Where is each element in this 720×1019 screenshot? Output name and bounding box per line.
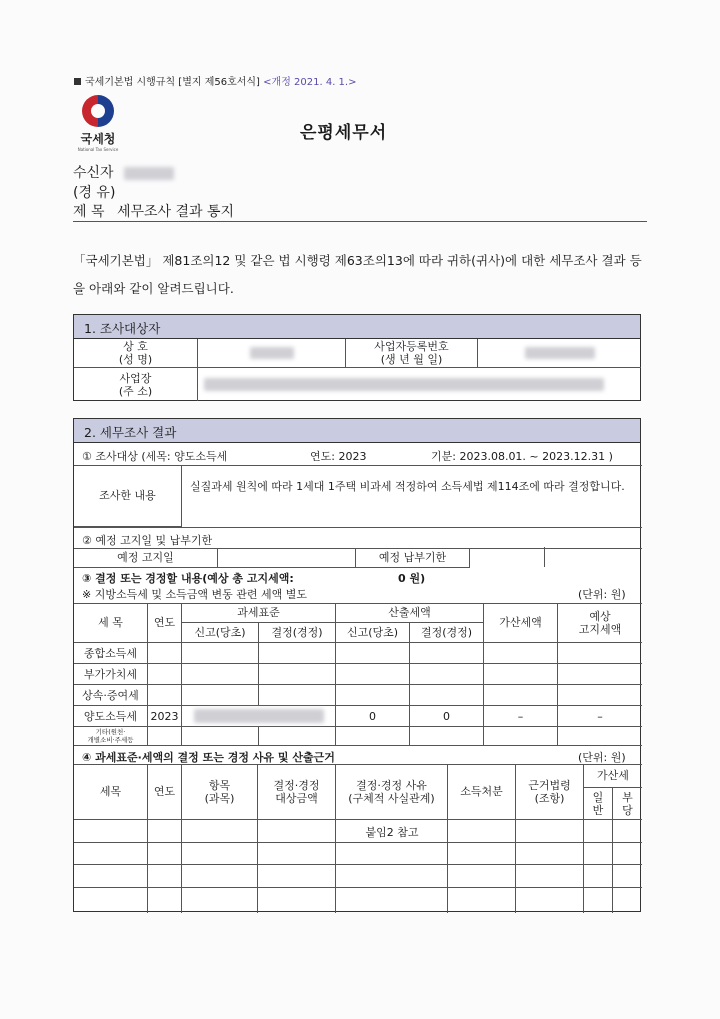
col-calc-decided: 결정(경정) bbox=[410, 623, 484, 643]
via-line: (경 유) bbox=[73, 185, 116, 201]
unit-label: (단위: 원) bbox=[578, 588, 626, 601]
taegeuk-emblem-icon bbox=[82, 95, 114, 127]
audit-period: 기분: 2023.08.01. ~ 2023.12.31 ) bbox=[431, 450, 613, 463]
section-2-title: 2. 세무조사 결과 bbox=[74, 419, 640, 443]
nts-logo bbox=[73, 95, 123, 157]
redacted-recipient bbox=[124, 167, 174, 180]
local-tax-note: ※ 지방소득세 및 소득금액 변동 관련 세액 별도 bbox=[82, 588, 307, 601]
basis-col-year: 연도 bbox=[148, 764, 182, 820]
section-results: 2. 세무조사 결과 ① 조사대상 (세목: 양도소득세 연도: 2023 기분: 2023.08.01. ~ 2023.12.31 ) 조사한 내용 실질과세 원칙에 따라 1세대 1주택 비과세 적정하여 소득세법 제114조에 따라 결정합니다. ② 예정 고지일 및 납부기한 예정 고지일 예정 납부기한 ③ 결정 또는 경정할 내용(예상 총 고지세액: 0 원) ※ 지방소득세 및 소득금액 변동 관련 세액 별도 (단위: 원) 세 목 연도 과세표준 산출세액 가산세액 예상 고지세액 신고(당초) 결정(경정) 신고(당초) 결정(경정) 종합소득세 부가가치세 상속·증여세 양도소득세 2023 0 0 – – 기타(원천· 개별소비·주세등 ④ 과세표준·세액의 결정 또는 경정 사유 및 산출근거 (단위: 원) 세목 연도 항목 (과목) 결정·경정 대상금액 결정·경정 사유 (구체적 사실관계) 소득처분 근거법령 (조항) 가산세 일 반 부 당 붙임2 참고 bbox=[73, 418, 641, 912]
notice-title: ② 예정 고지일 및 납부기한 bbox=[82, 534, 213, 547]
basis-col-item: 항목 (과목) bbox=[182, 764, 258, 820]
address-label: 사업장 (주 소) bbox=[74, 368, 198, 401]
col-tax-base: 과세표준 bbox=[182, 603, 336, 623]
basis-unit-label: (단위: 원) bbox=[578, 751, 626, 764]
name-label: 상 호 (성 명) bbox=[74, 339, 198, 368]
recipient-line: 수신자 bbox=[73, 162, 174, 182]
audit-year: 연도: 2023 bbox=[310, 450, 367, 463]
notice-date-label: 예정 고지일 bbox=[74, 548, 218, 568]
notice-date-value bbox=[218, 548, 356, 568]
subject-line: 제 목 세무조사 결과 통지 bbox=[73, 204, 235, 220]
bizno-value bbox=[478, 339, 641, 368]
bullet-square-icon bbox=[74, 78, 81, 85]
basis-col-tax-item: 세목 bbox=[74, 764, 148, 820]
col-year: 연도 bbox=[148, 603, 182, 643]
due-date-label: 예정 납부기한 bbox=[356, 548, 470, 568]
decision-title: ③ 결정 또는 경정할 내용(예상 총 고지세액: bbox=[82, 572, 294, 585]
decision-amount: 0 원) bbox=[398, 572, 426, 585]
intro-paragraph: 「국세기본법」 제81조의12 및 같은 법 시행령 제63조의13에 따라 귀하(귀사)에 대한 세무조사 결과 등을 아래와 같이 알려드립니다. bbox=[73, 253, 642, 296]
tax-office-title: 은평세무서 bbox=[300, 123, 388, 143]
attachment-reference: 붙임2 참고 bbox=[365, 826, 419, 839]
revision-date: <개정 2021. 4. 1.> bbox=[263, 77, 357, 88]
col-penalty: 가산세액 bbox=[484, 603, 558, 643]
address-value bbox=[198, 368, 641, 401]
basis-col-penalty: 가산세 bbox=[584, 764, 642, 788]
form-reference: 국세기본법 시행규칙 [별지 제56호서식] <개정 2021. 4. 1.> bbox=[74, 73, 356, 88]
bizno-label: 사업자등록번호 (생 년 월 일) bbox=[346, 339, 478, 368]
name-value bbox=[198, 339, 346, 368]
basis-title: ④ 과세표준·세액의 결정 또는 경정 사유 및 산출근거 bbox=[82, 751, 335, 764]
col-calc-filed: 신고(당초) bbox=[336, 623, 410, 643]
col-expected: 예상 고지세액 bbox=[558, 603, 642, 643]
section-subject bbox=[73, 314, 641, 401]
col-base-decided: 결정(경정) bbox=[259, 623, 336, 643]
header-divider bbox=[73, 221, 647, 222]
redacted-tax-base bbox=[182, 706, 336, 727]
section-1-title: 1. 조사대상자 bbox=[74, 315, 640, 339]
agency-name-en: National Tax Service bbox=[77, 147, 119, 152]
basis-col-income: 소득처분 bbox=[448, 764, 516, 820]
audit-target-label: ① 조사대상 (세목: 양도소득세 bbox=[82, 450, 228, 463]
basis-col-reason: 결정·경정 사유 (구체적 사실관계) bbox=[336, 764, 448, 820]
content-text: 실질과세 원칙에 따라 1세대 1주택 비과세 적정하여 소득세법 제114조에 따라 결정합니다. bbox=[190, 480, 625, 493]
basis-col-amount: 결정·경정 대상금액 bbox=[258, 764, 336, 820]
basis-col-general: 일 반 bbox=[584, 788, 613, 820]
basis-col-unfair: 부 당 bbox=[613, 788, 642, 820]
agency-name: 국세청 bbox=[80, 132, 116, 146]
col-calc-tax: 산출세액 bbox=[336, 603, 484, 623]
basis-col-law: 근거법령 (조항) bbox=[516, 764, 584, 820]
col-tax-item: 세 목 bbox=[74, 603, 148, 643]
col-base-filed: 신고(당초) bbox=[182, 623, 259, 643]
content-label: 조사한 내용 bbox=[74, 465, 182, 527]
